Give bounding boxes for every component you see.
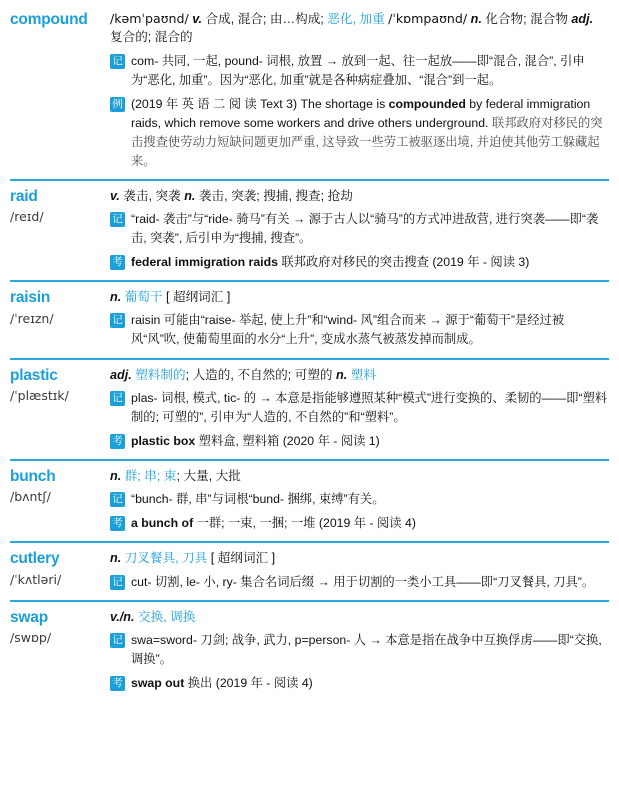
headword-column [10,608,110,693]
dictionary-entry [10,280,609,357]
phonetic-transcription: /ˈreɪzn/ [10,310,54,326]
phonetic-transcription: /bʌntʃ/ [10,489,51,505]
note-text: plastic box 塑料盒, 塑料箱 (2020 年 - 阅读 1) [131,433,380,448]
note-type-badge: 记 [110,492,125,507]
note-type-badge: 考 [110,434,125,449]
headword[interactable]: compound [10,11,88,28]
note-text: a bunch of 一群; 一束, 一捆; 一堆 (2019 年 - 阅读 4) [131,516,416,531]
note-row [110,253,609,272]
headword[interactable]: plastic [10,366,58,384]
definition-column [110,288,609,349]
phonetic-transcription: /reɪd/ [10,209,44,225]
note-text: federal immigration raids 联邦政府对移民的突击搜查 (2019 年 - 阅读 3) [131,255,530,270]
headword[interactable]: cutlery [10,550,60,568]
headword[interactable]: raid [10,187,38,205]
definition-line: adj. 塑料制的; 人造的, 不自然的; 可塑的 n. 塑料 [110,367,376,382]
note-text: “raid- 袭击”与“ride- 骑马”有关 → 源于古人以“骑马”的方式冲进敌营, 进行突袭——即“袭击, 突袭”, 后引申为“搜捕, 搜查”。 [131,212,599,246]
definition-line: v. 袭击, 突袭 n. 袭击, 突袭; 搜捕, 搜查; 抢劫 [110,188,353,203]
headword-column [10,288,110,349]
note-type-badge: 记 [110,575,125,590]
definition-column [110,608,609,693]
definition-column [110,187,609,272]
definition-column [110,549,609,591]
dictionary-entry [10,459,609,541]
note-type-badge: 记 [110,633,125,648]
note-type-badge: 记 [110,54,125,69]
note-type-badge: 记 [110,391,125,406]
entry-list [10,6,609,701]
dictionary-entry [10,6,609,179]
definition-line: n. 葡萄干 [ 超纲词汇 ] [110,290,231,305]
definition-column [110,10,609,171]
note-text: com- 共同, 一起, pound- 词根, 放置 → 放到一起、往一起放——即“混合, 混合”, 引申为“恶化, 加重”。因为“恶化, 加重”就是各种病症叠加、“混合”到一起。 [131,53,585,87]
headword-column [10,467,110,533]
phonetic-transcription: /ˈkʌtləri/ [10,571,62,587]
note-text: “bunch- 群, 串”与词根“bund- 捆绑, 束缚”有关。 [131,492,385,507]
note-row [110,95,609,171]
note-type-badge: 记 [110,212,125,227]
note-type-badge: 记 [110,313,125,328]
note-text: plas- 词根, 模式, tic- 的 → 本意是指能够遵照某种“模式”进行变换的、柔韧的——即“塑料制的; 可塑的”, 引申为“人造的, 不自然的”和“塑料”。 [131,390,608,424]
note-row [110,432,609,451]
definition-line: n. 群; 串; 束; 大量, 大批 [110,468,241,483]
headword[interactable]: bunch [10,467,56,485]
note-type-badge: 考 [110,676,125,691]
note-row [110,210,609,248]
note-row [110,311,609,349]
note-type-badge: 考 [110,255,125,270]
dictionary-entry [10,600,609,701]
note-row [110,389,609,427]
note-text: (2019 年 英 语 二 阅 读 Text 3) The shortage is compounded by federal immigration raids, which remove some workers and drive others underground. 联邦政府对移民的突击搜查使劳动力短缺问题更加严重, 这导致一些劳工被驱逐出境, 并迫使其他劳工躲藏起来。 [131,96,603,168]
note-row [110,52,609,90]
note-type-badge: 考 [110,516,125,531]
definition-line: /kəmˈpaʊnd/ v. 合成, 混合; 由…构成; 恶化, 加重 /ˈkɒmpaʊnd/ n. 化合物; 混合物 adj. 复合的; 混合的 [110,11,594,45]
phonetic-transcription: /swɒp/ [10,629,52,645]
note-row [110,490,609,509]
note-row [110,674,609,693]
headword-column [10,10,110,171]
headword[interactable]: swap [10,608,48,626]
headword[interactable]: raisin [10,289,51,307]
definition-column [110,366,609,451]
definition-column [110,467,609,533]
definition-line: v./n. 交换, 调换 [110,609,196,624]
dictionary-entry [10,358,609,459]
dictionary-entry [10,179,609,280]
phonetic-transcription: /ˈplæstɪk/ [10,387,69,403]
definition-line: n. 刀叉餐具, 刀具 [ 超纲词汇 ] [110,551,276,566]
note-row [110,631,609,669]
note-text: cut- 切割, le- 小, ry- 集合名词后缀 → 用于切割的一类小工具——即“刀叉餐具, 刀具”。 [131,574,595,589]
note-text: swa=sword- 刀剑; 战争, 武力, p=person- 人 → 本意是指在战争中互换俘虏——即“交换, 调换”。 [131,632,602,666]
note-row [110,514,609,533]
headword-column [10,549,110,591]
note-row [110,573,609,592]
note-text: swap out 换出 (2019 年 - 阅读 4) [131,675,313,690]
note-type-badge: 例 [110,97,125,112]
headword-column [10,187,110,272]
headword-column [10,366,110,451]
dictionary-entry [10,541,609,599]
note-text: raisin 可能由“raise- 举起, 使上升”和“wind- 风”组合而来 → 源于“葡萄干”是经过被风“风”吹, 使葡萄里面的水分“上升”, 变成水蒸气被蒸发掉而制成。 [131,313,565,347]
